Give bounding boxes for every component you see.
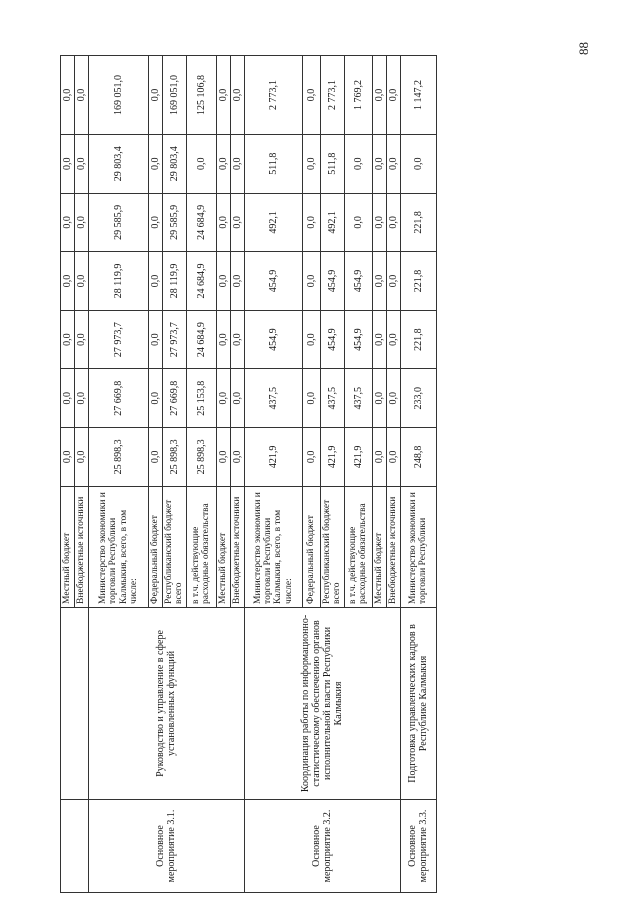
year-value-cell: 421,9 bbox=[320, 428, 344, 487]
year-value-cell: 0,0 bbox=[372, 310, 386, 369]
event-cell: Основное мероприятие 3.1. bbox=[89, 800, 245, 893]
year-value-cell: 221,8 bbox=[400, 310, 436, 369]
year-value-cell: 0,0 bbox=[149, 428, 163, 487]
total-value-cell: 1 147,2 bbox=[400, 56, 436, 135]
year-value-cell: 511,8 bbox=[244, 134, 302, 193]
year-value-cell: 0,0 bbox=[75, 193, 89, 252]
year-value-cell: 24 684,9 bbox=[186, 193, 216, 252]
year-value-cell: 221,8 bbox=[400, 193, 436, 252]
year-value-cell: 0,0 bbox=[216, 310, 230, 369]
year-value-cell: 0,0 bbox=[216, 134, 230, 193]
year-value-cell: 0,0 bbox=[344, 193, 372, 252]
year-value-cell: 0,0 bbox=[216, 252, 230, 311]
year-value-cell: 24 684,9 bbox=[186, 310, 216, 369]
year-value-cell: 0,0 bbox=[216, 428, 230, 487]
year-value-cell: 0,0 bbox=[61, 252, 75, 311]
funding-source-cell: Внебюджетные источники bbox=[386, 486, 400, 607]
year-value-cell: 0,0 bbox=[372, 134, 386, 193]
year-value-cell: 0,0 bbox=[386, 193, 400, 252]
year-value-cell: 0,0 bbox=[302, 252, 320, 311]
funding-source-cell: Федеральный бюджет bbox=[302, 486, 320, 607]
funding-source-cell: Федеральный бюджет bbox=[149, 486, 163, 607]
year-value-cell: 437,5 bbox=[344, 369, 372, 428]
year-value-cell: 27 669,8 bbox=[89, 369, 149, 428]
year-value-cell: 0,0 bbox=[230, 193, 244, 252]
year-value-cell: 29 585,9 bbox=[89, 193, 149, 252]
year-value-cell: 0,0 bbox=[386, 369, 400, 428]
event-cell bbox=[61, 800, 89, 893]
year-value-cell: 511,8 bbox=[320, 134, 344, 193]
year-value-cell: 233,0 bbox=[400, 369, 436, 428]
year-value-cell: 0,0 bbox=[75, 428, 89, 487]
year-value-cell: 0,0 bbox=[302, 310, 320, 369]
year-value-cell: 25 898,3 bbox=[89, 428, 149, 487]
funding-source-cell: Местный бюджет bbox=[372, 486, 386, 607]
total-value-cell: 0,0 bbox=[372, 56, 386, 135]
year-value-cell: 28 119,9 bbox=[163, 252, 187, 311]
year-value-cell: 0,0 bbox=[386, 310, 400, 369]
year-value-cell: 0,0 bbox=[230, 428, 244, 487]
event-title-cell: Руководство и управление в сфере установленных функций bbox=[89, 607, 245, 799]
total-value-cell: 169 051,0 bbox=[89, 56, 149, 135]
funding-source-cell: Местный бюджет bbox=[216, 486, 230, 607]
year-value-cell: 0,0 bbox=[61, 428, 75, 487]
year-value-cell: 0,0 bbox=[216, 369, 230, 428]
total-value-cell: 1 769,2 bbox=[344, 56, 372, 135]
total-value-cell: 0,0 bbox=[302, 56, 320, 135]
total-value-cell: 0,0 bbox=[216, 56, 230, 135]
funding-source-cell: Министерство экономики и торговли Республики bbox=[400, 486, 436, 607]
year-value-cell: 27 973,7 bbox=[163, 310, 187, 369]
year-value-cell: 25 153,8 bbox=[186, 369, 216, 428]
year-value-cell: 0,0 bbox=[400, 134, 436, 193]
budget-table bbox=[60, 55, 437, 893]
funding-source-cell: Республиканский бюджет всего bbox=[163, 486, 187, 607]
total-value-cell: 0,0 bbox=[386, 56, 400, 135]
table-row bbox=[89, 56, 149, 893]
event-title-cell: Координация работы по информационно-статистическому обеспечению органов исполнительной власти Республики Калмыкия bbox=[244, 607, 400, 799]
year-value-cell: 0,0 bbox=[149, 134, 163, 193]
table-row bbox=[400, 56, 436, 893]
year-value-cell: 454,9 bbox=[320, 252, 344, 311]
year-value-cell: 0,0 bbox=[372, 193, 386, 252]
year-value-cell: 454,9 bbox=[244, 252, 302, 311]
page-number: 88 bbox=[576, 42, 591, 55]
year-value-cell: 437,5 bbox=[320, 369, 344, 428]
year-value-cell: 27 669,8 bbox=[163, 369, 187, 428]
year-value-cell: 492,1 bbox=[320, 193, 344, 252]
year-value-cell: 0,0 bbox=[75, 310, 89, 369]
total-value-cell: 0,0 bbox=[61, 56, 75, 135]
year-value-cell: 0,0 bbox=[344, 134, 372, 193]
year-value-cell: 454,9 bbox=[244, 310, 302, 369]
year-value-cell: 0,0 bbox=[216, 193, 230, 252]
funding-source-cell: Министерство экономики и торговли Республики Калмыкия, всего, в том числе: bbox=[244, 486, 302, 607]
year-value-cell: 0,0 bbox=[302, 134, 320, 193]
year-value-cell: 27 973,7 bbox=[89, 310, 149, 369]
year-value-cell: 29 585,9 bbox=[163, 193, 187, 252]
year-value-cell: 0,0 bbox=[386, 252, 400, 311]
year-value-cell: 248,8 bbox=[400, 428, 436, 487]
year-value-cell: 0,0 bbox=[372, 252, 386, 311]
total-value-cell: 2 773,1 bbox=[244, 56, 302, 135]
year-value-cell: 0,0 bbox=[149, 193, 163, 252]
year-value-cell: 0,0 bbox=[149, 310, 163, 369]
funding-source-cell: Республиканский бюджет всего bbox=[320, 486, 344, 607]
year-value-cell: 0,0 bbox=[230, 369, 244, 428]
funding-source-cell: Внебюджетные источники bbox=[75, 486, 89, 607]
year-value-cell: 492,1 bbox=[244, 193, 302, 252]
funding-source-cell: Местный бюджет bbox=[61, 486, 75, 607]
total-value-cell: 169 051,0 bbox=[163, 56, 187, 135]
total-value-cell: 0,0 bbox=[75, 56, 89, 135]
event-cell: Основное мероприятие 3.3. bbox=[400, 800, 436, 893]
table-row bbox=[61, 56, 75, 893]
event-title-cell bbox=[61, 607, 89, 799]
year-value-cell: 437,5 bbox=[244, 369, 302, 428]
year-value-cell: 0,0 bbox=[75, 134, 89, 193]
year-value-cell: 0,0 bbox=[61, 310, 75, 369]
year-value-cell: 28 119,9 bbox=[89, 252, 149, 311]
year-value-cell: 0,0 bbox=[386, 134, 400, 193]
year-value-cell: 0,0 bbox=[61, 134, 75, 193]
year-value-cell: 0,0 bbox=[61, 193, 75, 252]
year-value-cell: 0,0 bbox=[149, 252, 163, 311]
year-value-cell: 0,0 bbox=[75, 369, 89, 428]
year-value-cell: 421,9 bbox=[344, 428, 372, 487]
funding-source-cell: в т.ч. действующие расходные обязательства bbox=[344, 486, 372, 607]
year-value-cell: 24 684,9 bbox=[186, 252, 216, 311]
funding-source-cell: Министерство экономики и торговли Республики Калмыкия, всего, в том числе: bbox=[89, 486, 149, 607]
year-value-cell: 0,0 bbox=[302, 428, 320, 487]
total-value-cell: 2 773,1 bbox=[320, 56, 344, 135]
event-cell: Основное мероприятие 3.2. bbox=[244, 800, 400, 893]
year-value-cell: 454,9 bbox=[344, 310, 372, 369]
year-value-cell: 0,0 bbox=[302, 193, 320, 252]
year-value-cell: 0,0 bbox=[302, 369, 320, 428]
year-value-cell: 0,0 bbox=[386, 428, 400, 487]
year-value-cell: 0,0 bbox=[230, 310, 244, 369]
year-value-cell: 29 803,4 bbox=[89, 134, 149, 193]
year-value-cell: 29 803,4 bbox=[163, 134, 187, 193]
year-value-cell: 0,0 bbox=[75, 252, 89, 311]
year-value-cell: 0,0 bbox=[61, 369, 75, 428]
year-value-cell: 221,8 bbox=[400, 252, 436, 311]
year-value-cell: 454,9 bbox=[344, 252, 372, 311]
total-value-cell: 0,0 bbox=[230, 56, 244, 135]
funding-source-cell: в т.ч. действующие расходные обязательства bbox=[186, 486, 216, 607]
year-value-cell: 25 898,3 bbox=[163, 428, 187, 487]
year-value-cell: 0,0 bbox=[372, 369, 386, 428]
funding-source-cell: Внебюджетные источники bbox=[230, 486, 244, 607]
event-title-cell: Подготовка управленческих кадров в Республике Калмыкия bbox=[400, 607, 436, 799]
total-value-cell: 0,0 bbox=[149, 56, 163, 135]
year-value-cell: 25 898,3 bbox=[186, 428, 216, 487]
year-value-cell: 0,0 bbox=[149, 369, 163, 428]
year-value-cell: 0,0 bbox=[372, 428, 386, 487]
year-value-cell: 421,9 bbox=[244, 428, 302, 487]
year-value-cell: 0,0 bbox=[230, 252, 244, 311]
year-value-cell: 0,0 bbox=[230, 134, 244, 193]
year-value-cell: 0,0 bbox=[186, 134, 216, 193]
total-value-cell: 125 106,8 bbox=[186, 56, 216, 135]
year-value-cell: 454,9 bbox=[320, 310, 344, 369]
table-row bbox=[244, 56, 302, 893]
